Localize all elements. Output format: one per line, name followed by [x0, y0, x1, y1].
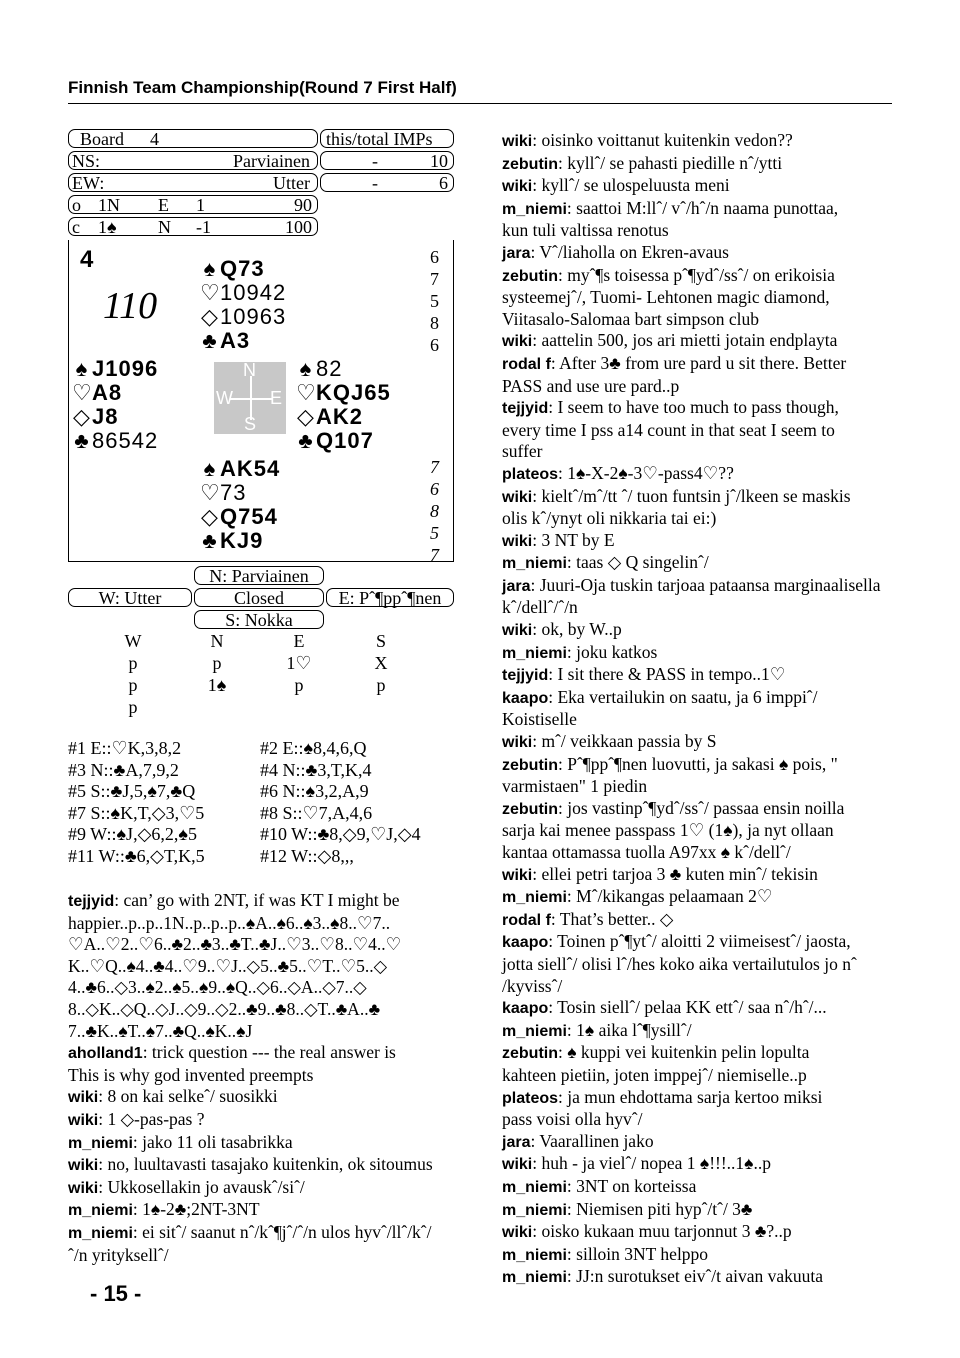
- chat-line: [502, 731, 902, 754]
- chat-author: tejjyid: [68, 893, 115, 910]
- heart-icon: ♡: [200, 480, 221, 505]
- chat-text: : jako 11 oli tasabrikka: [132, 1131, 293, 1152]
- trick-list: [68, 738, 421, 868]
- south-player: S: Nokka: [225, 610, 293, 630]
- chat-text: 8..◇K..◇Q..◇J..◇9..◇2..♣9..♣8..◇T..♣A..♣: [68, 998, 381, 1019]
- spade-icon: ♠: [299, 356, 313, 381]
- closed-result: -1: [196, 217, 211, 237]
- chat-line: [502, 909, 902, 932]
- chat-text: : kyllˆ/ se ulospeluusta meni: [532, 175, 730, 196]
- chat-text: : joku katkos: [566, 641, 658, 662]
- chat-text: 4..♣6..◇3..♠2..♠5..♠9..♠Q..◇6..◇A..◇7..◇: [68, 977, 367, 998]
- count: 5: [430, 523, 439, 543]
- chat-author: jara: [502, 244, 531, 262]
- chat-line: [502, 575, 902, 598]
- chat-line: [502, 864, 902, 887]
- closed-contract: 1♠: [98, 217, 117, 237]
- chat-author: wiki: [502, 488, 533, 506]
- chat-author: m_niemi: [502, 200, 567, 218]
- chat-text: : 1 ◇-pas-pas ?: [98, 1108, 205, 1129]
- trick: #7 S::♠K,T,◇3,♡5: [68, 802, 205, 823]
- chat-line: [502, 619, 902, 642]
- chat-author: rodal f: [502, 911, 551, 929]
- chat-line: [502, 842, 902, 864]
- chat-text: : 3 NT by E: [532, 529, 615, 550]
- chat-text: PASS and use ure pard..p: [502, 375, 680, 396]
- chat-line: [68, 1086, 468, 1109]
- chat-author: zebutin: [502, 155, 558, 173]
- chat-text: /kyvissˆ/: [502, 975, 563, 996]
- chat-text: : kyllˆ/ se pahasti piedille nˆ/ytti: [558, 152, 783, 173]
- chat-text: : I seem to have too much to pass though,: [548, 397, 839, 418]
- chat-author: aholland1: [68, 1045, 143, 1063]
- chat-line: [502, 220, 902, 242]
- heart-icon: ♡: [72, 380, 93, 405]
- compass-east: E: [270, 388, 283, 408]
- north-hearts: 10942: [220, 280, 287, 305]
- trick: #9 W::♠J,◇6,2,♠5: [68, 824, 197, 845]
- chat-text: : can’ go with 2NT, if was KT I might be: [114, 890, 400, 910]
- chat-text: 7..♣K..♠T..♠7..♣Q..♠K..♠J: [68, 1020, 253, 1041]
- chat-line: [502, 463, 902, 486]
- chat-author: m_niemi: [502, 555, 567, 573]
- chat-author: tejjyid: [502, 400, 549, 418]
- chat-text: : I sit there & PASS in tempo..1♡: [548, 664, 786, 685]
- chat-line: [68, 1132, 468, 1155]
- ew-team: Utter: [273, 173, 310, 193]
- west-hearts: A8: [92, 380, 123, 405]
- trick: #2 E::♠8,4,6,Q: [260, 738, 367, 758]
- count: 7: [430, 269, 439, 289]
- chat-line: [502, 153, 902, 176]
- chat-author: m_niemi: [502, 1246, 567, 1264]
- chat-text: : myˆ¶s toisessa pˆ¶ydˆ/ssˆ/ on erikoisia: [558, 264, 835, 285]
- auction-call: 1♠: [207, 675, 227, 695]
- chat-line: [502, 1199, 902, 1222]
- chat-line: [502, 709, 902, 731]
- chat-line: [68, 1222, 468, 1245]
- west-clubs: 86542: [92, 428, 159, 453]
- heart-icon: ♡: [296, 380, 317, 405]
- auction-header: W: [124, 631, 142, 651]
- chat-text: pass voisi olla hyvˆ/: [502, 1109, 643, 1130]
- count: 6: [430, 335, 439, 355]
- auction-call: p: [294, 675, 304, 695]
- ns-total: 10: [430, 151, 448, 171]
- chat-author: kaapo: [502, 1000, 549, 1018]
- chat-text: : trick question --- the real answer is: [142, 1042, 396, 1063]
- chat-line: [502, 687, 902, 710]
- chat-author: kaapo: [502, 689, 549, 707]
- ns-label: NS:: [72, 151, 101, 171]
- west-diamonds: J8: [92, 404, 119, 429]
- chat-text: : silloin 3NT helppo: [566, 1243, 709, 1264]
- count: 8: [430, 313, 439, 333]
- chat-text: jotta siellˆ/ olisi lˆ/hes koko aika vertailutulos jo nˆ: [502, 953, 857, 974]
- chat-text: ˆ/n yrityksellˆ/: [68, 1244, 169, 1265]
- ew-this: -: [372, 173, 378, 193]
- chat-line: [502, 997, 902, 1020]
- chat-author: m_niemi: [502, 1022, 567, 1040]
- left-chat-log: [68, 890, 468, 1266]
- spade-icon: ♠: [75, 356, 89, 381]
- right-chat-log: [502, 130, 902, 1289]
- chat-line: [68, 1021, 468, 1043]
- chat-text: : taas ◇ Q singelinˆ/: [566, 552, 709, 573]
- trick: #12 W::◇8,,,: [260, 845, 354, 866]
- chat-line: [502, 820, 902, 842]
- chat-author: rodal f: [502, 355, 551, 373]
- chat-text: : 1♠-X-2♠-3♡-pass4♡??: [558, 462, 734, 483]
- chat-line: [502, 1065, 902, 1087]
- open-contract: 1N: [98, 195, 120, 215]
- auction-call: p: [128, 675, 138, 695]
- chat-text: : huh - ja vielˆ/ nopea 1 ♠!!!..1♠..p: [532, 1153, 771, 1174]
- chat-line: [502, 287, 902, 309]
- chat-line: [502, 642, 902, 665]
- chat-line: [502, 486, 902, 509]
- board-label: Board: [80, 129, 124, 149]
- chat-text: : That’s better.. ◇: [550, 908, 674, 929]
- chat-text: : Vˆ/liaholla on Ekren-avaus: [530, 241, 729, 262]
- open-room: o: [72, 195, 81, 215]
- chat-text: kˆ/dellˆ/ˆ/n: [502, 597, 578, 618]
- ew-total: 6: [439, 173, 448, 193]
- club-icon: ♣: [298, 428, 314, 453]
- auction-header: E: [293, 631, 305, 651]
- north-diamonds: 10963: [220, 304, 287, 329]
- chat-line: [502, 754, 902, 777]
- chat-line: [68, 977, 468, 999]
- page-number: - 15 -: [90, 1281, 142, 1306]
- chat-text: : 8 on kai selkeˆ/ suosikki: [98, 1086, 278, 1107]
- open-result: 1: [196, 195, 205, 215]
- west-spades: J1096: [92, 356, 159, 381]
- chat-line: [68, 999, 468, 1021]
- chat-text: ♡A..♡2..♡6..♣2..♣3..♣T..♣J..♡3..♡8..♡4..♡: [68, 934, 402, 955]
- chat-text: varmistaen" 1 piedin: [502, 776, 648, 797]
- chat-line: [502, 1131, 902, 1154]
- chat-line: [502, 1153, 902, 1176]
- trick: #10 W::♣8,◇9,♡J,◇4: [260, 824, 421, 845]
- trick: #4 N::♣3,T,K,4: [260, 759, 372, 780]
- count: 7: [430, 545, 439, 565]
- chat-line: [502, 776, 902, 798]
- chat-author: zebutin: [502, 267, 558, 285]
- room-name: Closed: [233, 588, 284, 608]
- chat-text: : oisko kukaan muu tarjonnut 3 ♣?..p: [532, 1221, 792, 1242]
- club-icon: ♣: [74, 428, 90, 453]
- chat-text: kun tuli valtissa renotus: [502, 220, 669, 241]
- chat-author: wiki: [502, 734, 533, 752]
- chat-text: : Eka vertailukin on saatu, ja 6 imppiˆ/: [548, 686, 818, 707]
- chat-line: [68, 1245, 468, 1267]
- imps-label: this/total IMPs: [326, 129, 433, 149]
- auction-call: p: [376, 675, 386, 695]
- trick: #8 S::♡7,A,4,6: [260, 802, 373, 823]
- chat-line: [68, 1177, 468, 1200]
- chat-author: m_niemi: [502, 1178, 567, 1196]
- count: 5: [430, 291, 439, 311]
- chat-author: wiki: [68, 1157, 99, 1175]
- chat-line: [502, 330, 902, 353]
- count: 8: [430, 501, 439, 521]
- chat-author: wiki: [502, 333, 533, 351]
- chat-author: m_niemi: [502, 889, 567, 907]
- chat-text: : ei sitˆ/ saanut nˆ/kˆ¶jˆ/ˆ/n ulos hyvˆ/llˆ/kˆ/: [132, 1221, 432, 1242]
- open-score: 90: [294, 195, 312, 215]
- east-hearts: KQJ65: [316, 380, 391, 405]
- chat-line: [502, 976, 902, 998]
- diamond-icon: ◇: [297, 404, 315, 429]
- chat-line: [502, 130, 902, 153]
- chat-line: [502, 198, 902, 221]
- chat-text: : Ukkosellakin jo avauskˆ/siˆ/: [98, 1176, 305, 1197]
- chat-text: : Toinen pˆ¶ytˆ/ aloitti 2 viimeisestˆ/ jaosta,: [548, 931, 851, 952]
- trick: #6 N::♠3,2,A,9: [260, 781, 369, 802]
- deal-score: 110: [103, 285, 158, 327]
- chat-text: : oisinko voittanut kuitenkin vedon??: [532, 130, 793, 150]
- spade-icon: ♠: [203, 256, 217, 281]
- auction-call: X: [374, 653, 388, 673]
- chat-text: : Tosin siellˆ/ pelaa KK ettˆ/ saa nˆ/hˆ/...: [548, 997, 827, 1018]
- chat-author: wiki: [502, 622, 533, 640]
- chat-line: [68, 1065, 468, 1087]
- chat-line: [502, 1042, 902, 1065]
- compass-south: S: [244, 414, 257, 434]
- chat-author: jara: [502, 577, 531, 595]
- ns-this: -: [372, 151, 378, 171]
- chat-line: [502, 1020, 902, 1043]
- chat-author: wiki: [502, 532, 533, 550]
- count: 6: [430, 479, 439, 499]
- chat-text: : no, luultavasti tasajako kuitenkin, ok sitoumus: [98, 1154, 433, 1175]
- chat-author: wiki: [68, 1179, 99, 1197]
- chat-text: Viitasalo-Salomaa bart simpson club: [502, 308, 760, 329]
- chat-author: m_niemi: [68, 1202, 133, 1220]
- chat-text: happier..p..p..1N..p..p..p..♠A..♠6..♠3..♠8..♡7..: [68, 912, 391, 933]
- closed-declarer: N: [158, 217, 171, 237]
- chat-author: zebutin: [502, 756, 558, 774]
- compass-icon: [214, 362, 286, 434]
- open-declarer: E: [158, 195, 169, 215]
- chat-line: [502, 1109, 902, 1131]
- closed-score: 100: [285, 217, 312, 237]
- chat-author: m_niemi: [68, 1224, 133, 1242]
- north-spades: Q73: [220, 256, 265, 281]
- chat-text: : 1♠ aika lˆ¶ysillˆ/: [566, 1019, 692, 1040]
- chat-text: : aattelin 500, jos ari mietti jotain endplayta: [532, 330, 838, 351]
- east-diamonds: AK2: [316, 404, 364, 429]
- west-player: W: Utter: [98, 588, 162, 608]
- chat-line: [68, 956, 468, 978]
- chat-author: wiki: [502, 178, 533, 196]
- club-icon: ♣: [202, 328, 218, 353]
- chat-author: wiki: [502, 1224, 533, 1242]
- chat-author: tejjyid: [502, 667, 549, 685]
- chat-text: every time I pss a14 count in that seat I seem to: [502, 419, 835, 440]
- chat-text: sarja kai menee passpass 1♡ (1♠), ja nyt ollaan: [502, 820, 834, 841]
- north-player: N: Parviainen: [209, 566, 309, 586]
- chat-text: : ♠ kuppi vei kuitenkin pelin lopulta: [558, 1042, 810, 1063]
- auction-call: p: [128, 653, 138, 673]
- chat-author: wiki: [502, 1156, 533, 1174]
- chat-text: : mˆ/ veikkaan passia by S: [532, 731, 717, 752]
- chat-line: [502, 1221, 902, 1244]
- chat-text: : jos vastinpˆ¶ydˆ/ssˆ/ passaa ensin noilla: [558, 797, 845, 818]
- auction-call: p: [212, 653, 222, 673]
- chat-line: [502, 1244, 902, 1267]
- chat-line: [502, 798, 902, 821]
- chat-line: [502, 886, 902, 909]
- page-title: Finnish Team Championship(Round 7 First Half): [68, 78, 457, 97]
- board-number: 4: [150, 129, 159, 149]
- chat-author: zebutin: [502, 1045, 558, 1063]
- chat-line: [502, 552, 902, 575]
- chat-line: [502, 175, 902, 198]
- chat-author: m_niemi: [502, 1201, 567, 1219]
- auction-header: S: [375, 631, 386, 651]
- count: 7: [430, 457, 439, 477]
- spade-icon: ♠: [203, 456, 217, 481]
- chat-line: [502, 1266, 902, 1289]
- chat-line: [502, 242, 902, 265]
- chat-text: : kieltˆ/mˆ/tt ˆ/ tuon funtsin jˆ/lkeen se maskis: [532, 485, 851, 506]
- chat-text: : ok, by W..p: [532, 619, 622, 640]
- chat-author: wiki: [68, 1111, 99, 1129]
- east-spades: 82: [316, 356, 343, 381]
- chat-text: : After 3♣ from ure pard u sit there. Better: [550, 352, 847, 373]
- south-hearts: 73: [220, 480, 247, 505]
- chat-author: wiki: [68, 1089, 99, 1107]
- compass-north: N: [243, 360, 256, 380]
- chat-line: [502, 441, 902, 463]
- chat-line: [502, 664, 902, 687]
- auction-header: N: [210, 631, 224, 651]
- chat-line: [502, 376, 902, 398]
- chat-author: jara: [502, 1133, 531, 1151]
- chat-text: Koistiselle: [502, 709, 577, 730]
- north-clubs: A3: [220, 328, 251, 353]
- ns-team: Parviainen: [233, 151, 310, 171]
- header-rule: [68, 103, 892, 104]
- chat-line: [68, 934, 468, 956]
- chat-text: : Niemisen piti hypˆ/tˆ/ 3♣: [566, 1198, 753, 1219]
- heart-icon: ♡: [200, 280, 221, 305]
- east-clubs: Q107: [316, 428, 374, 453]
- chat-line: [502, 265, 902, 288]
- diamond-icon: ◇: [201, 504, 219, 529]
- chat-author: plateos: [502, 465, 559, 483]
- south-spades: AK54: [220, 456, 281, 481]
- chat-author: wiki: [502, 133, 533, 150]
- chat-text: K..♡Q..♠4..♣4..♡9..♡J..◇5..♣5..♡T..♡5..◇: [68, 955, 388, 976]
- chat-text: : 1♠-2♣;2NT-3NT: [132, 1199, 260, 1220]
- ew-label: EW:: [72, 173, 105, 193]
- chat-text: : 3NT on korteissa: [566, 1175, 697, 1196]
- chat-author: zebutin: [502, 800, 558, 818]
- chat-author: kaapo: [502, 934, 549, 952]
- closed-room: c: [72, 217, 80, 237]
- chat-line: [502, 530, 902, 553]
- chat-text: kahteen pietiin, joten imppejˆ/ niemiselle..p: [502, 1064, 807, 1085]
- auction-call: 1♡: [286, 653, 312, 673]
- chat-text: : JJ:n surotukset eivˆ/t aivan vakuuta: [566, 1266, 824, 1287]
- chat-author: plateos: [502, 1089, 559, 1107]
- chat-text: : ellei petri tarjoa 3 ♣ kuten minˆ/ tekisin: [532, 863, 818, 884]
- chat-line: [68, 890, 468, 913]
- chat-text: : Pˆ¶ppˆ¶nen luovutti, ja sakasi ♠ pois, ": [558, 753, 838, 774]
- chat-line: [502, 1087, 902, 1110]
- chat-text: : saattoi M:llˆ/ vˆ/hˆ/n naama punottaa,: [566, 197, 839, 218]
- chat-line: [502, 353, 902, 376]
- trick: #11 W::♣6,◇T,K,5: [68, 845, 205, 866]
- chat-line: [502, 309, 902, 331]
- chat-author: wiki: [502, 866, 533, 884]
- trick: #3 N::♣A,7,9,2: [68, 759, 179, 780]
- diamond-icon: ◇: [201, 304, 219, 329]
- diamond-icon: ◇: [73, 404, 91, 429]
- chat-line: [68, 1109, 468, 1132]
- chat-line: [502, 954, 902, 976]
- chat-line: [502, 508, 902, 530]
- chat-line: [502, 420, 902, 442]
- chat-text: olis kˆ/ynyt oli nikkaria tai ei:): [502, 508, 717, 529]
- chat-text: kantaa ottamassa tuolla A97xx ♠ kˆ/dellˆ/: [502, 842, 791, 862]
- club-icon: ♣: [202, 528, 218, 553]
- chat-text: : Vaarallinen jako: [530, 1130, 654, 1151]
- chat-line: [502, 397, 902, 420]
- chat-line: [502, 931, 902, 954]
- chat-text: : Juuri-Oja tuskin tarjoaa pataansa marginaalisella: [530, 574, 881, 595]
- chat-text: : Mˆ/kikangas pelaamaan 2♡: [566, 886, 773, 907]
- chat-text: suffer: [502, 441, 543, 462]
- chat-text: This is why god invented preempts: [68, 1064, 314, 1085]
- deal-board-number: 4: [80, 246, 94, 273]
- compass-west: W: [216, 388, 233, 408]
- chat-line: [502, 597, 902, 619]
- count: 6: [430, 247, 439, 267]
- auction-call: p: [128, 697, 138, 717]
- chat-line: [68, 1042, 468, 1065]
- chat-line: [68, 913, 468, 935]
- chat-text: : ja mun ehdottama sarja kertoo miksi: [558, 1086, 823, 1107]
- chat-author: m_niemi: [502, 644, 567, 662]
- chat-author: m_niemi: [68, 1134, 133, 1152]
- south-diamonds: Q754: [220, 504, 278, 529]
- chat-text: systeemejˆ/, Tuomi- Lehtonen magic diamond,: [502, 287, 830, 308]
- chat-line: [502, 1176, 902, 1199]
- chat-line: [68, 1199, 468, 1222]
- south-clubs: KJ9: [220, 528, 264, 553]
- trick: #5 S::♣J,5,♠7,♣Q: [68, 781, 196, 802]
- chat-author: m_niemi: [502, 1269, 567, 1287]
- trick: #1 E::♡K,3,8,2: [68, 738, 182, 758]
- east-player: E: Pˆ¶ppˆ¶nen: [338, 588, 442, 608]
- chat-line: [68, 1154, 468, 1177]
